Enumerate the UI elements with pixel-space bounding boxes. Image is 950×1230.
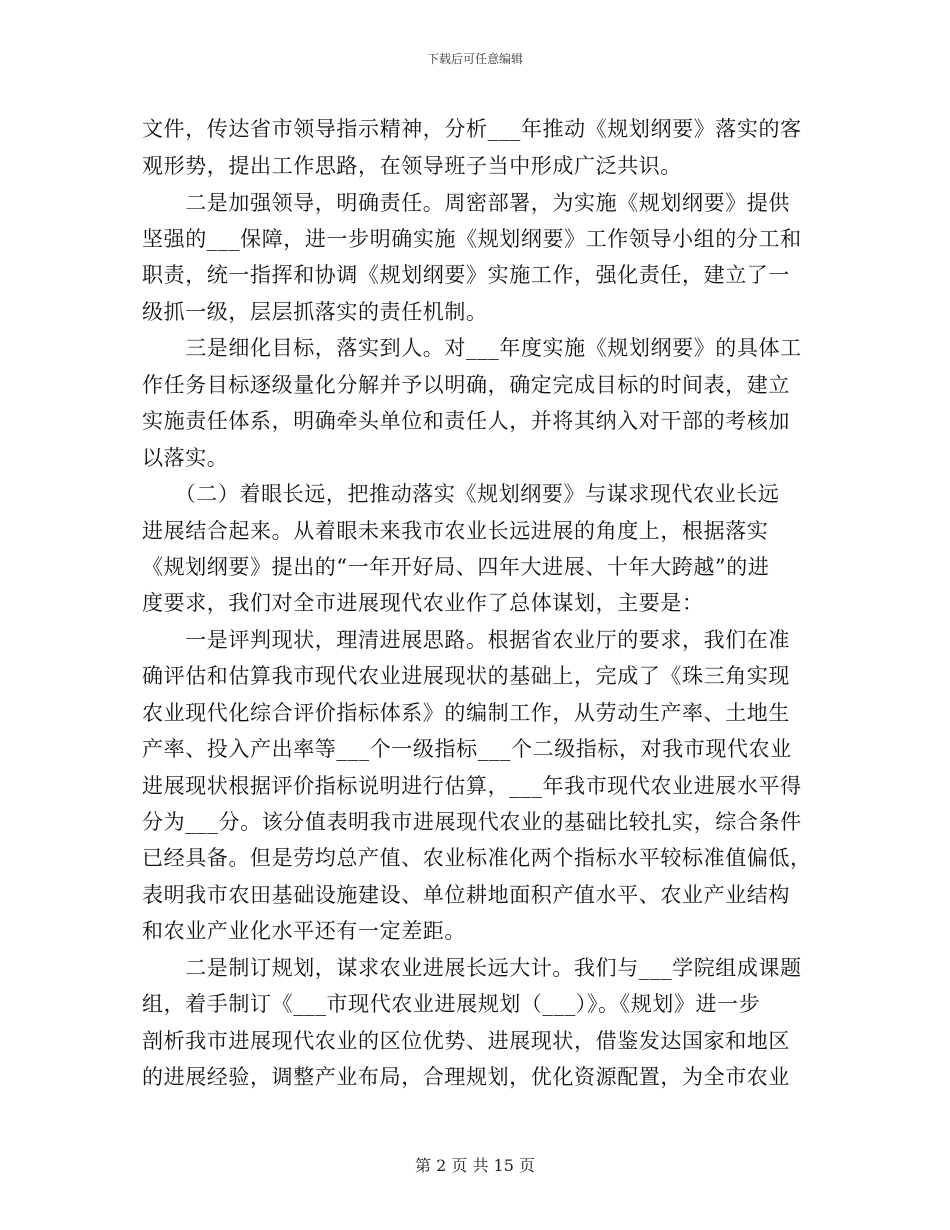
body-line: 和农业产业化水平还有一定差距。 xyxy=(142,919,466,943)
body-line: 产率、投入产出率等___个一级指标___个二级指标，对我市现代农业 xyxy=(142,737,792,761)
body-line: 二是制订规划，谋求农业进展长远大计。我们与___学院组成课题 xyxy=(142,956,802,980)
body-line: 的进展经验，调整产业布局，合理规划，优化资源配置，为全市农业 xyxy=(142,1065,790,1089)
body-line: 已经具备。但是劳均总产值、农业标准化两个指标水平较标准值偏低， xyxy=(142,846,812,870)
body-line: 三是细化目标，落实到人。对___年度实施《规划纲要》的具体工 xyxy=(142,336,802,360)
page-footer: 第 2 页 共 15 页 xyxy=(415,1156,535,1175)
body-line: 表明我市农田基础设施建设、单位耕地面积产值水平、农业产业结构 xyxy=(142,883,790,907)
body-line: 一是评判现状，理清进展思路。根据省农业厅的要求，我们在准 xyxy=(142,628,790,652)
body-line: 农业现代化综合评价指标体系》的编制工作，从劳动生产率、土地生 xyxy=(142,701,790,725)
body-line: 剖析我市进展现代农业的区位优势、进展现状，借鉴发达国家和地区 xyxy=(142,1029,790,1053)
body-line: 确评估和估算我市现代农业进展现状的基础上，完成了《珠三角实现 xyxy=(142,664,790,688)
body-line: 观形势，提出工作思路，在领导班子当中形成广泛共识。 xyxy=(142,154,682,178)
body-line: 职责，统一指挥和协调《规划纲要》实施工作，强化责任，建立了一 xyxy=(142,263,790,287)
body-line: 以落实。 xyxy=(142,446,229,470)
body-line: 进展现状根据评价指标说明进行估算，___年我市现代农业进展水平得 xyxy=(142,774,802,798)
body-line: 《规划纲要》提出的“一年开好局、四年大进展、十年大跨越”的进 xyxy=(142,555,770,579)
body-line: 级抓一级，层层抓落实的责任机制。 xyxy=(142,300,488,324)
body-line: 实施责任体系，明确牵头单位和责任人，并将其纳入对干部的考核加 xyxy=(142,409,790,433)
page-header: 下载后可任意编辑 xyxy=(426,52,523,66)
body-line: 分为___分。该分值表明我市进展现代农业的基础比较扎实，综合条件 xyxy=(142,810,802,834)
body-line: 进展结合起来。从着眼未来我市农业长远进展的角度上，根据落实 xyxy=(142,519,769,543)
body-line: 文件，传达省市领导指示精神，分析___年推动《规划纲要》落实的客 xyxy=(142,117,802,141)
body-line: （二）着眼长远，把推动落实《规划纲要》与谋求现代农业长远 xyxy=(142,482,780,506)
body-line: 作任务目标逐级量化分解并予以明确，确定完成目标的时间表，建立 xyxy=(142,373,790,397)
body-line: 度要求，我们对全市进展现代农业作了总体谋划，主要是： xyxy=(142,591,704,615)
body-line: 组，着手制订《___市现代农业进展规划（___）》。《规划》进一步 xyxy=(142,992,761,1016)
body-line: 坚强的___保障，进一步明确实施《规划纲要》工作领导小组的分工和 xyxy=(142,227,802,251)
body-line: 二是加强领导，明确责任。周密部署，为实施《规划纲要》提供 xyxy=(142,191,790,215)
